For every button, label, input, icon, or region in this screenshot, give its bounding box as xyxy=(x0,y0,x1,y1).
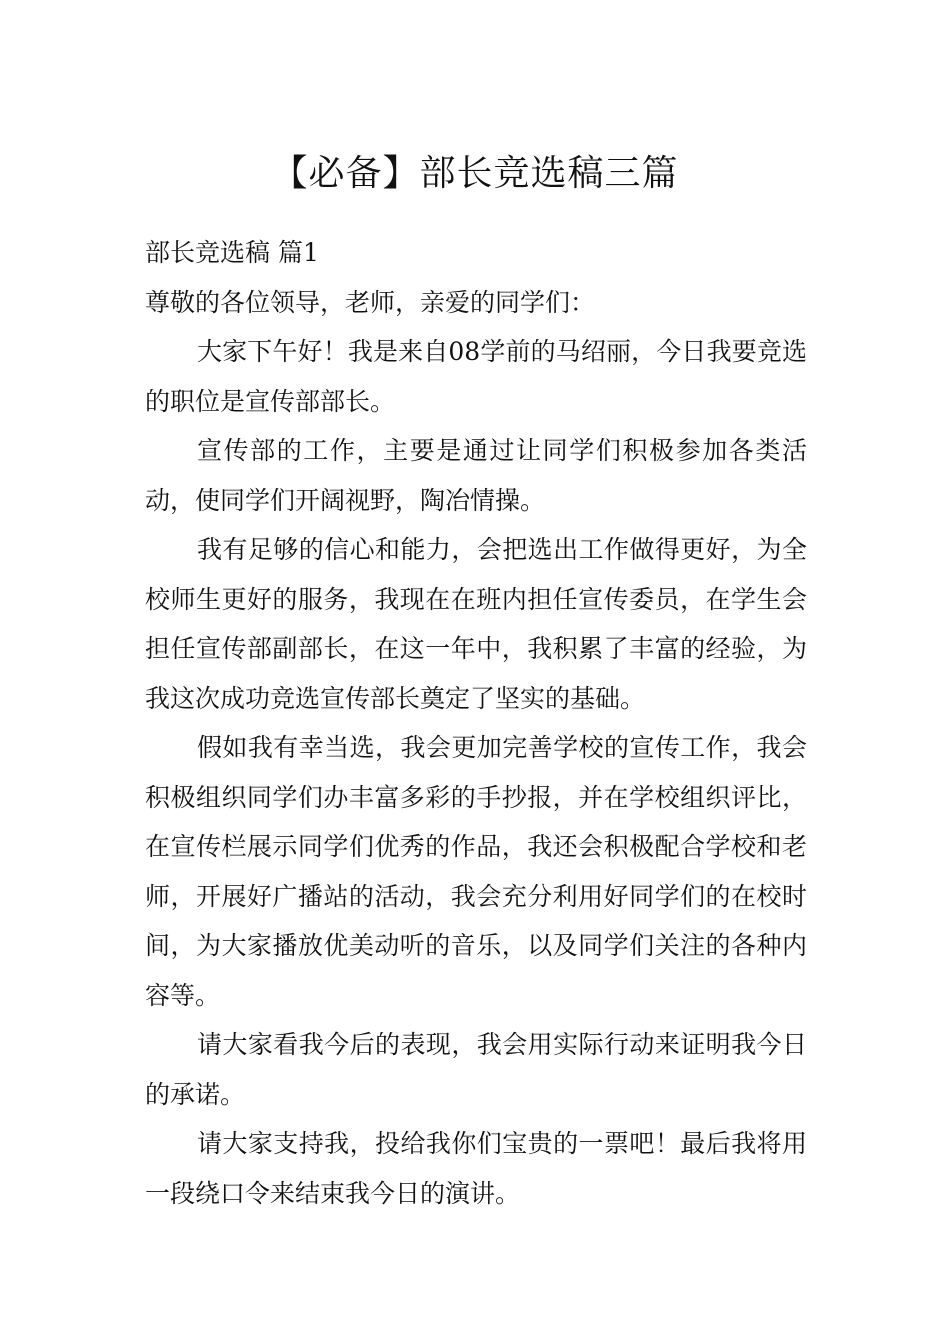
paragraph: 我有足够的信心和能力，会把选出工作做得更好，为全校师生更好的服务，我现在在班内担任宣传委员，在学生会担任宣传部副部长，在这一年中，我积累了丰富的经验，为我这次成功竞选宣传部长奠定了坚实的基础。 xyxy=(145,535,807,713)
paragraph: 请大家看我今后的表现，我会用实际行动来证明我今日的承诺。 xyxy=(145,1030,807,1109)
paragraph: 大家下午好！我是来自08学前的马绍丽，今日我要竞选的职位是宣传部部长。 xyxy=(145,337,807,416)
document-body xyxy=(145,228,807,1218)
document-title: 【必备】部长竞选稿三篇 xyxy=(271,153,679,195)
section-heading: 部长竞选稿 篇1 xyxy=(145,238,319,267)
paragraph: 假如我有幸当选，我会更加完善学校的宣传工作，我会积极组织同学们办丰富多彩的手抄报，并在学校组织评比，在宣传栏展示同学们优秀的作品，我还会积极配合学校和老师，开展好广播站的活动，我会充分利用好同学们的在校时间，为大家播放优美动听的音乐，以及同学们关注的各种内容等。 xyxy=(145,733,807,1010)
paragraph: 请大家支持我，投给我你们宝贵的一票吧！最后我将用一段绕口令来结束我今日的演讲。 xyxy=(145,1129,807,1208)
salutation: 尊敬的各位领导，老师，亲爱的同学们： xyxy=(145,287,596,317)
paragraph: 宣传部的工作，主要是通过让同学们积极参加各类活动，使同学们开阔视野，陶冶情操。 xyxy=(145,436,807,515)
